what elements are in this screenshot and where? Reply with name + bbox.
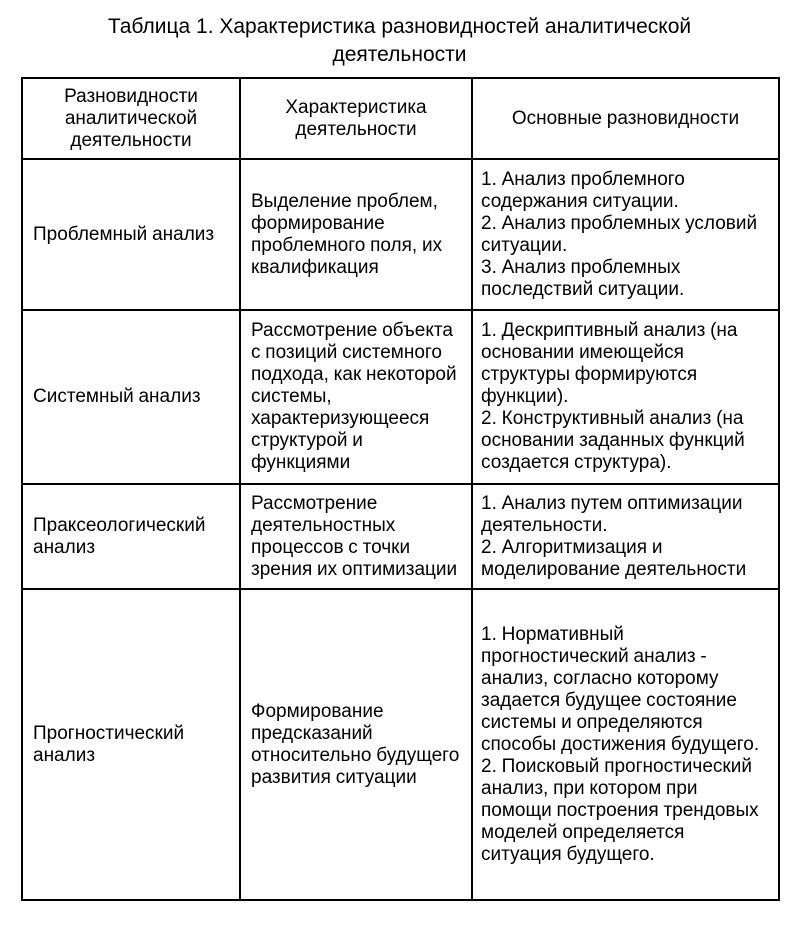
variety-item: 2. Поисковый прогностический анализ, при котором при помощи построения трендовых моделей определяется ситуация будущего. xyxy=(481,755,759,865)
table-row-system-analysis xyxy=(22,310,779,484)
variety-item: 1. Дескриптивный анализ (на основании имеющейся структуры формируются функции). xyxy=(481,320,738,408)
variety-item: 1. Анализ проблемного содержания ситуации. xyxy=(481,168,685,212)
cell-main-varieties xyxy=(472,159,779,310)
header-cell-analysis-type: Разновидности аналитической деятельности xyxy=(22,78,240,159)
cell-analysis-type: Системный анализ xyxy=(22,310,240,484)
cell-characteristic: Выделение проблем, формирование проблемного поля, их квалификация xyxy=(240,159,472,310)
variety-item: 2. Алгоритмизация и моделирование деятельности xyxy=(481,536,747,580)
variety-item: 3. Анализ проблемных последствий ситуации. xyxy=(481,256,685,300)
variety-item: 2. Анализ проблемных условий ситуации. xyxy=(481,212,758,256)
table-row-prognostic-analysis xyxy=(22,589,779,900)
analytical-activity-table xyxy=(21,77,780,901)
cell-main-varieties xyxy=(472,310,779,484)
cell-main-varieties xyxy=(472,484,779,589)
cell-analysis-type: Прогностический анализ xyxy=(22,589,240,900)
variety-item: 1. Нормативный прогностический анализ - анализ, согласно которому задается будущее состояние системы и определяются способы достижения будущего. xyxy=(481,623,760,755)
cell-characteristic: Рассмотрение деятельностных процессов с точки зрения их оптимизации xyxy=(240,484,472,589)
cell-characteristic: Формирование предсказаний относительно будущего развития ситуации xyxy=(240,589,472,900)
cell-analysis-type: Праксеологический анализ xyxy=(22,484,240,589)
cell-analysis-type: Проблемный анализ xyxy=(22,159,240,310)
table-row-praxeological-analysis xyxy=(22,484,779,589)
table-row-problem-analysis xyxy=(22,159,779,310)
header-cell-characteristic: Характеристика деятельности xyxy=(240,78,472,159)
variety-item: 1. Анализ путем оптимизации деятельности. xyxy=(481,492,743,536)
cell-characteristic: Рассмотрение объекта с позиций системного подхода, как некоторой системы, характеризующееся структурой и функциями xyxy=(240,310,472,484)
header-row xyxy=(22,78,779,159)
variety-item: 2. Конструктивный анализ (на основании заданных функций создается структура). xyxy=(481,408,745,474)
cell-main-varieties xyxy=(472,589,779,900)
header-cell-main-varieties: Основные разновидности xyxy=(472,78,779,159)
table-caption: Таблица 1. Характеристика разновидностей аналитической деятельности xyxy=(107,15,692,66)
